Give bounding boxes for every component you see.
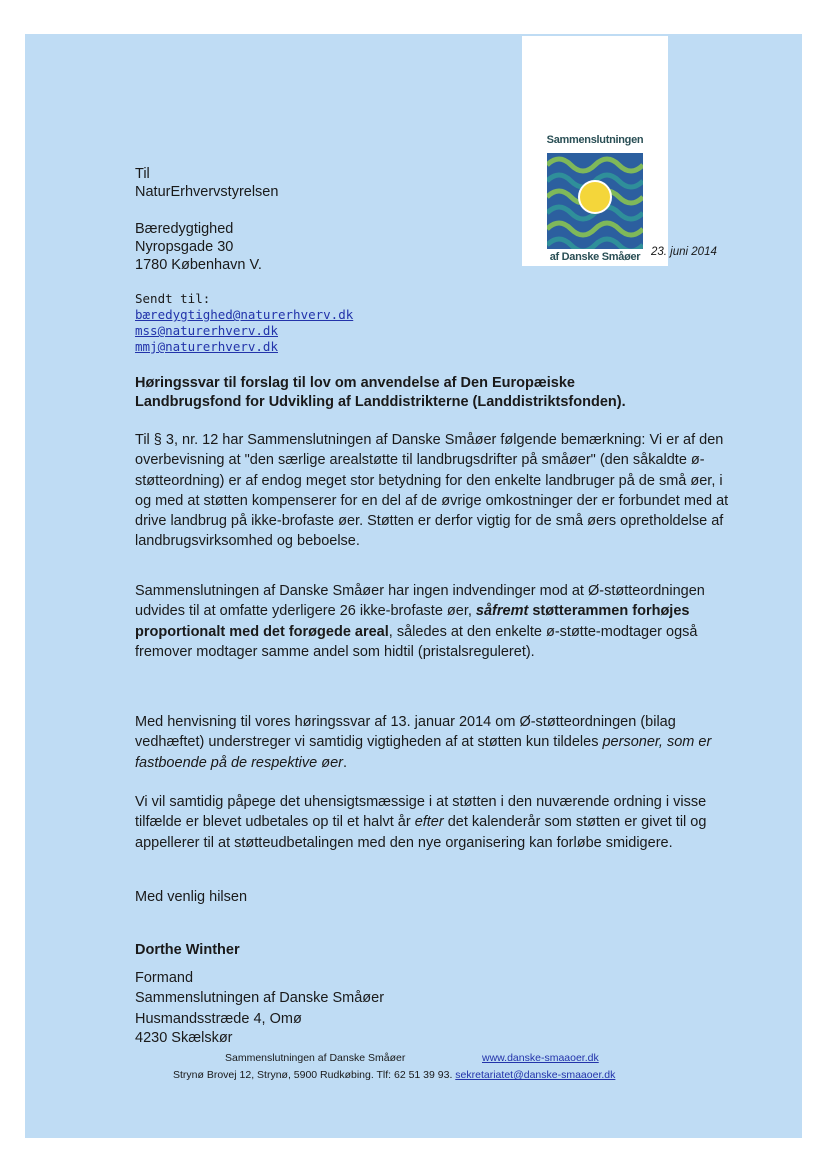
- paragraph-4: [135, 792, 735, 853]
- paragraph-2-text-a: Sammenslutningen af Danske Småøer har ingen indvendinger mod at Ø-støtteordningen udvides til at omfatte yderligere 26 ikke-brofaste øer,: [135, 583, 705, 620]
- letter-page: [25, 34, 802, 1138]
- paragraph-3-text-a: Med henvisning til vores høringssvar af 13. januar 2014 om Ø-støtteordningen (bilag vedhæftet) understreger vi samtidig vigtigheden af at støtten kun tildeles: [135, 714, 676, 751]
- logo: [522, 36, 668, 266]
- signature-org: Sammenslutningen af Danske Småøer: [135, 990, 385, 1006]
- subject-line-2: Landbrugsfond for Udvikling af Landdistrikterne (Landdistriktsfonden).: [135, 394, 626, 410]
- letter-date: 23. juni 2014: [651, 246, 717, 258]
- paragraph-3-text-c: .: [342, 754, 347, 771]
- closing: Med venlig hilsen: [135, 889, 248, 905]
- paragraph-4-text-c: det kalenderår som støtten er givet til og appellerer til at støtteudbetalingen med den nye organisering kan forløbe smidigere.: [135, 814, 707, 851]
- signature-street: Husmandsstræde 4, Omø: [135, 1011, 302, 1027]
- subject-line-1: Høringssvar til forslag til lov om anvendelse af Den Europæiske: [135, 375, 575, 391]
- email-link-3[interactable]: mmj@naturerhverv.dk: [135, 339, 278, 354]
- signature-title: Formand: [135, 970, 194, 986]
- recipient-city: 1780 København V.: [135, 257, 262, 273]
- footer-org: Sammenslutningen af Danske Småøer: [225, 1052, 406, 1064]
- footer-address: [173, 1069, 615, 1081]
- paragraph-4-text-a: Vi vil samtidig påpege det uhensigtsmæssige i at støtten i den nuværende ordning i visse tilfælde er blevet udbetales op til et halvt år: [135, 794, 707, 831]
- logo-emblem-icon: [547, 153, 643, 249]
- paragraph-2-text-d: , således at den enkelte ø-støtte-modtager også fremover modtager samme andel som hidtil (pristalsreguleret).: [135, 623, 698, 660]
- footer-email-link[interactable]: sekretariatet@danske-smaaoer.dk: [455, 1069, 616, 1081]
- signature-name: Dorthe Winther: [135, 942, 240, 958]
- paragraph-2-emphasis: såfremt: [475, 603, 529, 620]
- paragraph-3: [135, 712, 735, 773]
- paragraph-2-bold: støtterammen forhøjes proportionalt med det forøgede areal: [135, 603, 690, 640]
- footer-address-text: Strynø Brovej 12, Strynø, 5900 Rudkøbing. Tlf: 62 51 39 93.: [173, 1069, 453, 1081]
- email-link-1[interactable]: bæredygtighed@naturerhverv.dk: [135, 307, 354, 322]
- paragraph-3-italic: personer, som er fastboende på de respektive øer: [135, 734, 712, 771]
- logo-bottom-text: af Danske Småøer: [549, 251, 641, 263]
- recipient-to-label: Til: [135, 166, 150, 182]
- logo-top-text: Sammenslutningen: [546, 134, 644, 146]
- recipient-dept: Bæredygtighed: [135, 221, 234, 237]
- signature-city: 4230 Skælskør: [135, 1030, 233, 1046]
- recipient-street: Nyropsgade 30: [135, 239, 234, 255]
- paragraph-2: [135, 581, 735, 662]
- sent-to-label: Sendt til:: [135, 291, 211, 306]
- recipient-org: NaturErhvervstyrelsen: [135, 184, 279, 200]
- paragraph-1: Til § 3, nr. 12 har Sammenslutningen af Danske Småøer følgende bemærkning: Vi er af den overbevisning at "den særlige arealstøtte til landbrugsdrifter på småøer" (den såkaldte ø-støtteordning) er af endog meget stor betydning for den enkelte landbruger på de små øer, i og med at støtten kompenserer for en del af de øvrige omkostninger der er forbundet med at drive landbrug på ikke-brofaste øer. Støtten er derfor vigtig for de små øers opretholdelse af landbrugsvirksomhed og beboelse.: [135, 432, 729, 550]
- email-link-2[interactable]: mss@naturerhverv.dk: [135, 323, 278, 338]
- paragraph-4-italic: efter: [414, 814, 444, 831]
- footer-website-link[interactable]: www.danske-smaaoer.dk: [482, 1052, 599, 1064]
